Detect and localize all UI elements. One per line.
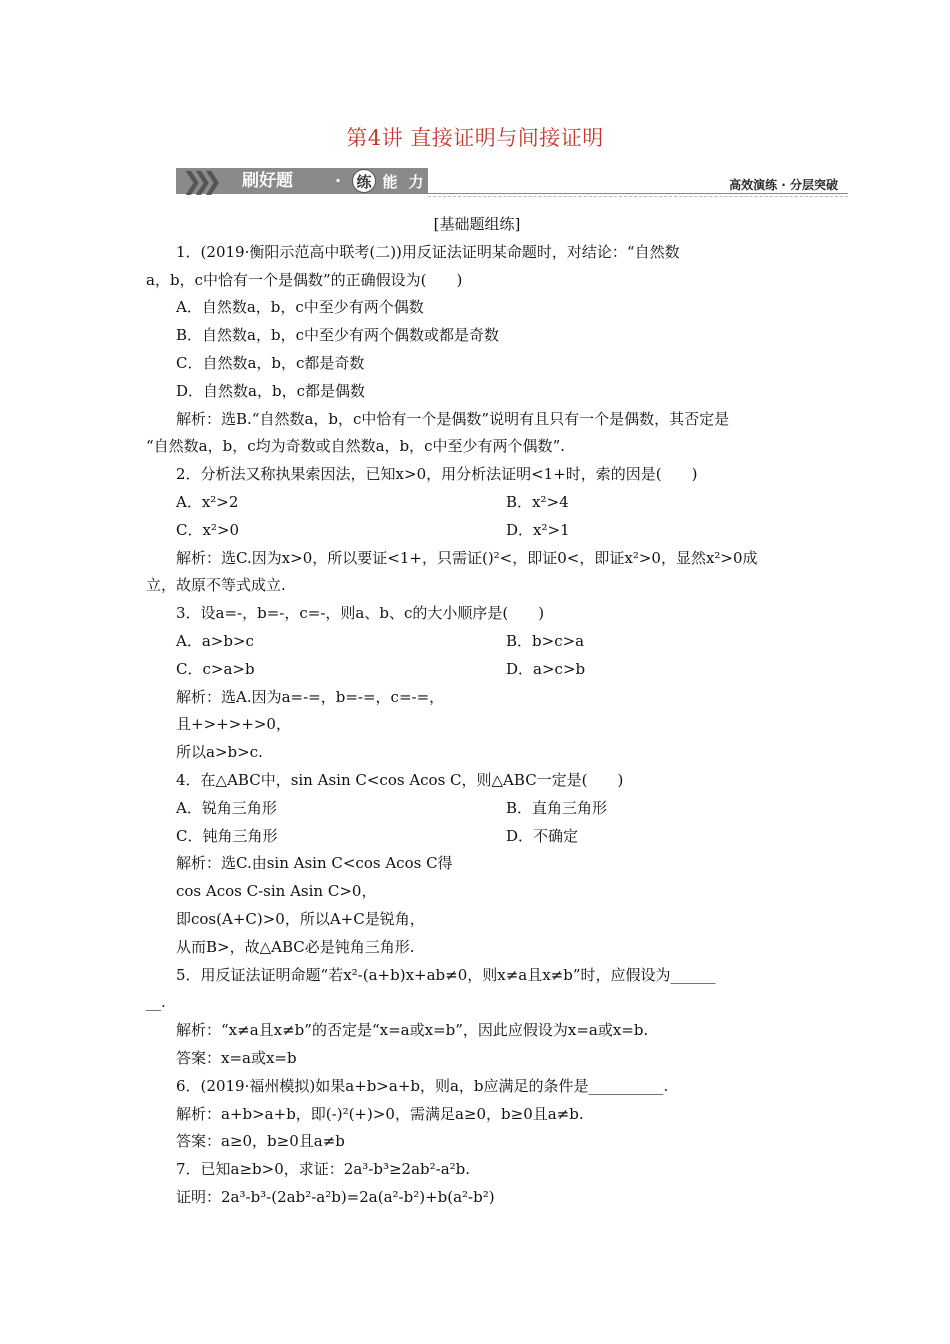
q6-stem: 6．(2019·福州模拟)如果a+b>a+b，则a，b应满足的条件是__________. xyxy=(176,1076,669,1095)
chevron-right-icon: ❯❯❯ xyxy=(182,167,213,195)
content xyxy=(146,211,808,1212)
q3-options-row2 xyxy=(146,656,808,684)
q7-stem: 7．已知a≥b>0，求证：2a³-b³≥2ab²-a²b. xyxy=(176,1160,471,1179)
q2-option-a: A．x²>2 xyxy=(176,492,239,511)
q2-stem: 2．分析法又称执果索因法，已知x>0，用分析法证明<1+时，索的因是( ) xyxy=(176,465,698,484)
q1-option-c: C．自然数a，b，c都是奇数 xyxy=(176,353,365,372)
q2-solution: 解析：选C.因为x>0，所以要证<1+，只需证()²<，即证0<，即证x²>0，显然x²>0成 xyxy=(176,548,758,567)
q2-option-c: C．x²>0 xyxy=(176,520,240,539)
q1-stem: 1．(2019·衡阳示范高中联考(二))用反证法证明某命题时，对结论：“自然数 xyxy=(176,242,680,261)
badge-neng: 能 xyxy=(382,172,398,191)
q4-solution-4: 从而B>，故△ABC必是钝角三角形. xyxy=(176,937,415,956)
q4-option-b: B．直角三角形 xyxy=(506,798,608,817)
q5-solution: 解析：“x≠a且x≠b”的否定是“x=a或x=b”，因此应假设为x=a或x=b. xyxy=(176,1021,649,1040)
section-banner xyxy=(176,162,848,198)
q4-option-d: D．不确定 xyxy=(506,826,579,845)
section-heading: [基础题组练] xyxy=(433,215,521,233)
q3-option-c: C．c>a>b xyxy=(176,659,255,678)
q1-solution: 解析：选B.“自然数a，b，c中恰有一个是偶数”说明有且只有一个是偶数，其否定是 xyxy=(176,409,730,428)
q4-solution-3: 即cos(A+C)>0，所以A+C是锐角， xyxy=(176,909,425,928)
q3-stem: 3．设a=-，b=-，c=-，则a、b、c的大小顺序是( ) xyxy=(176,604,545,623)
q3-options-row1 xyxy=(146,628,808,656)
banner-dot: · xyxy=(335,172,341,190)
q4-options-row2 xyxy=(146,823,808,851)
q3-option-a: A．a>b>c xyxy=(176,631,254,650)
badge-li: 力 xyxy=(408,172,424,191)
q2-options-row1 xyxy=(146,489,808,517)
q3-solution-3: 所以a>b>c. xyxy=(176,743,263,762)
q7-proof: 证明：2a³-b³-(2ab²-a²b)=2a(a²-b²)+b(a²-b²) xyxy=(176,1187,495,1206)
q1-option-d: D．自然数a，b，c都是偶数 xyxy=(176,381,365,400)
badge-lian: 练 xyxy=(352,169,376,193)
q3-option-d: D．a>c>b xyxy=(506,659,586,678)
q1-option-a: A．自然数a，b，c中至少有两个偶数 xyxy=(176,298,424,317)
page-title: 第4讲 直接证明与间接证明 xyxy=(346,126,604,150)
q3-option-b: B．b>c>a xyxy=(506,631,585,650)
q4-stem: 4．在△ABC中，sin Asin C<cos Acos C，则△ABC一定是( ) xyxy=(176,770,624,789)
banner-badges xyxy=(326,169,428,193)
q2-solution-cont: 立，故原不等式成立. xyxy=(146,576,286,595)
q1-solution-cont: “自然数a，b，c均为奇数或自然数a，b，c中至少有两个偶数”. xyxy=(146,437,565,456)
q4-solution-2: cos Acos C-sin Asin C>0， xyxy=(176,882,377,901)
q3-solution-2: 且+>+>+>0， xyxy=(176,715,291,734)
banner-label: 刷好题 xyxy=(242,171,293,191)
q5-stem: 5．用反证法证明命题“若x²-(a+b)x+ab≠0，则x≠a且x≠b”时，应假设为______ xyxy=(176,965,716,984)
q4-solution: 解析：选C.由sin Asin C<cos Acos C得 xyxy=(176,854,453,873)
q3-solution: 解析：选A.因为a=-=，b=-=，c=-=， xyxy=(176,687,445,706)
banner-rule xyxy=(428,193,848,194)
q5-stem-cont: __. xyxy=(146,993,166,1012)
q6-solution: 解析：a+b>a+b，即(-)²(+)>0，需满足a≥0，b≥0且a≠b. xyxy=(176,1104,584,1123)
q2-option-d: D．x²>1 xyxy=(506,520,570,539)
q4-options-row1 xyxy=(146,795,808,823)
q1-option-b: B．自然数a，b，c中至少有两个偶数或都是奇数 xyxy=(176,326,499,345)
q6-answer: 答案：a≥0，b≥0且a≠b xyxy=(176,1132,345,1151)
q5-answer: 答案：x=a或x=b xyxy=(176,1048,297,1067)
banner-rule-dashed xyxy=(428,196,848,197)
q2-option-b: B．x²>4 xyxy=(506,492,569,511)
q1-stem-cont: a，b，c中恰有一个是偶数”的正确假设为( ) xyxy=(146,270,463,289)
q4-option-a: A．锐角三角形 xyxy=(176,798,277,817)
banner-subtitle: 高效演练 · 分层突破 xyxy=(729,178,838,192)
q4-option-c: C．钝角三角形 xyxy=(176,826,278,845)
q2-options-row2 xyxy=(146,517,808,545)
